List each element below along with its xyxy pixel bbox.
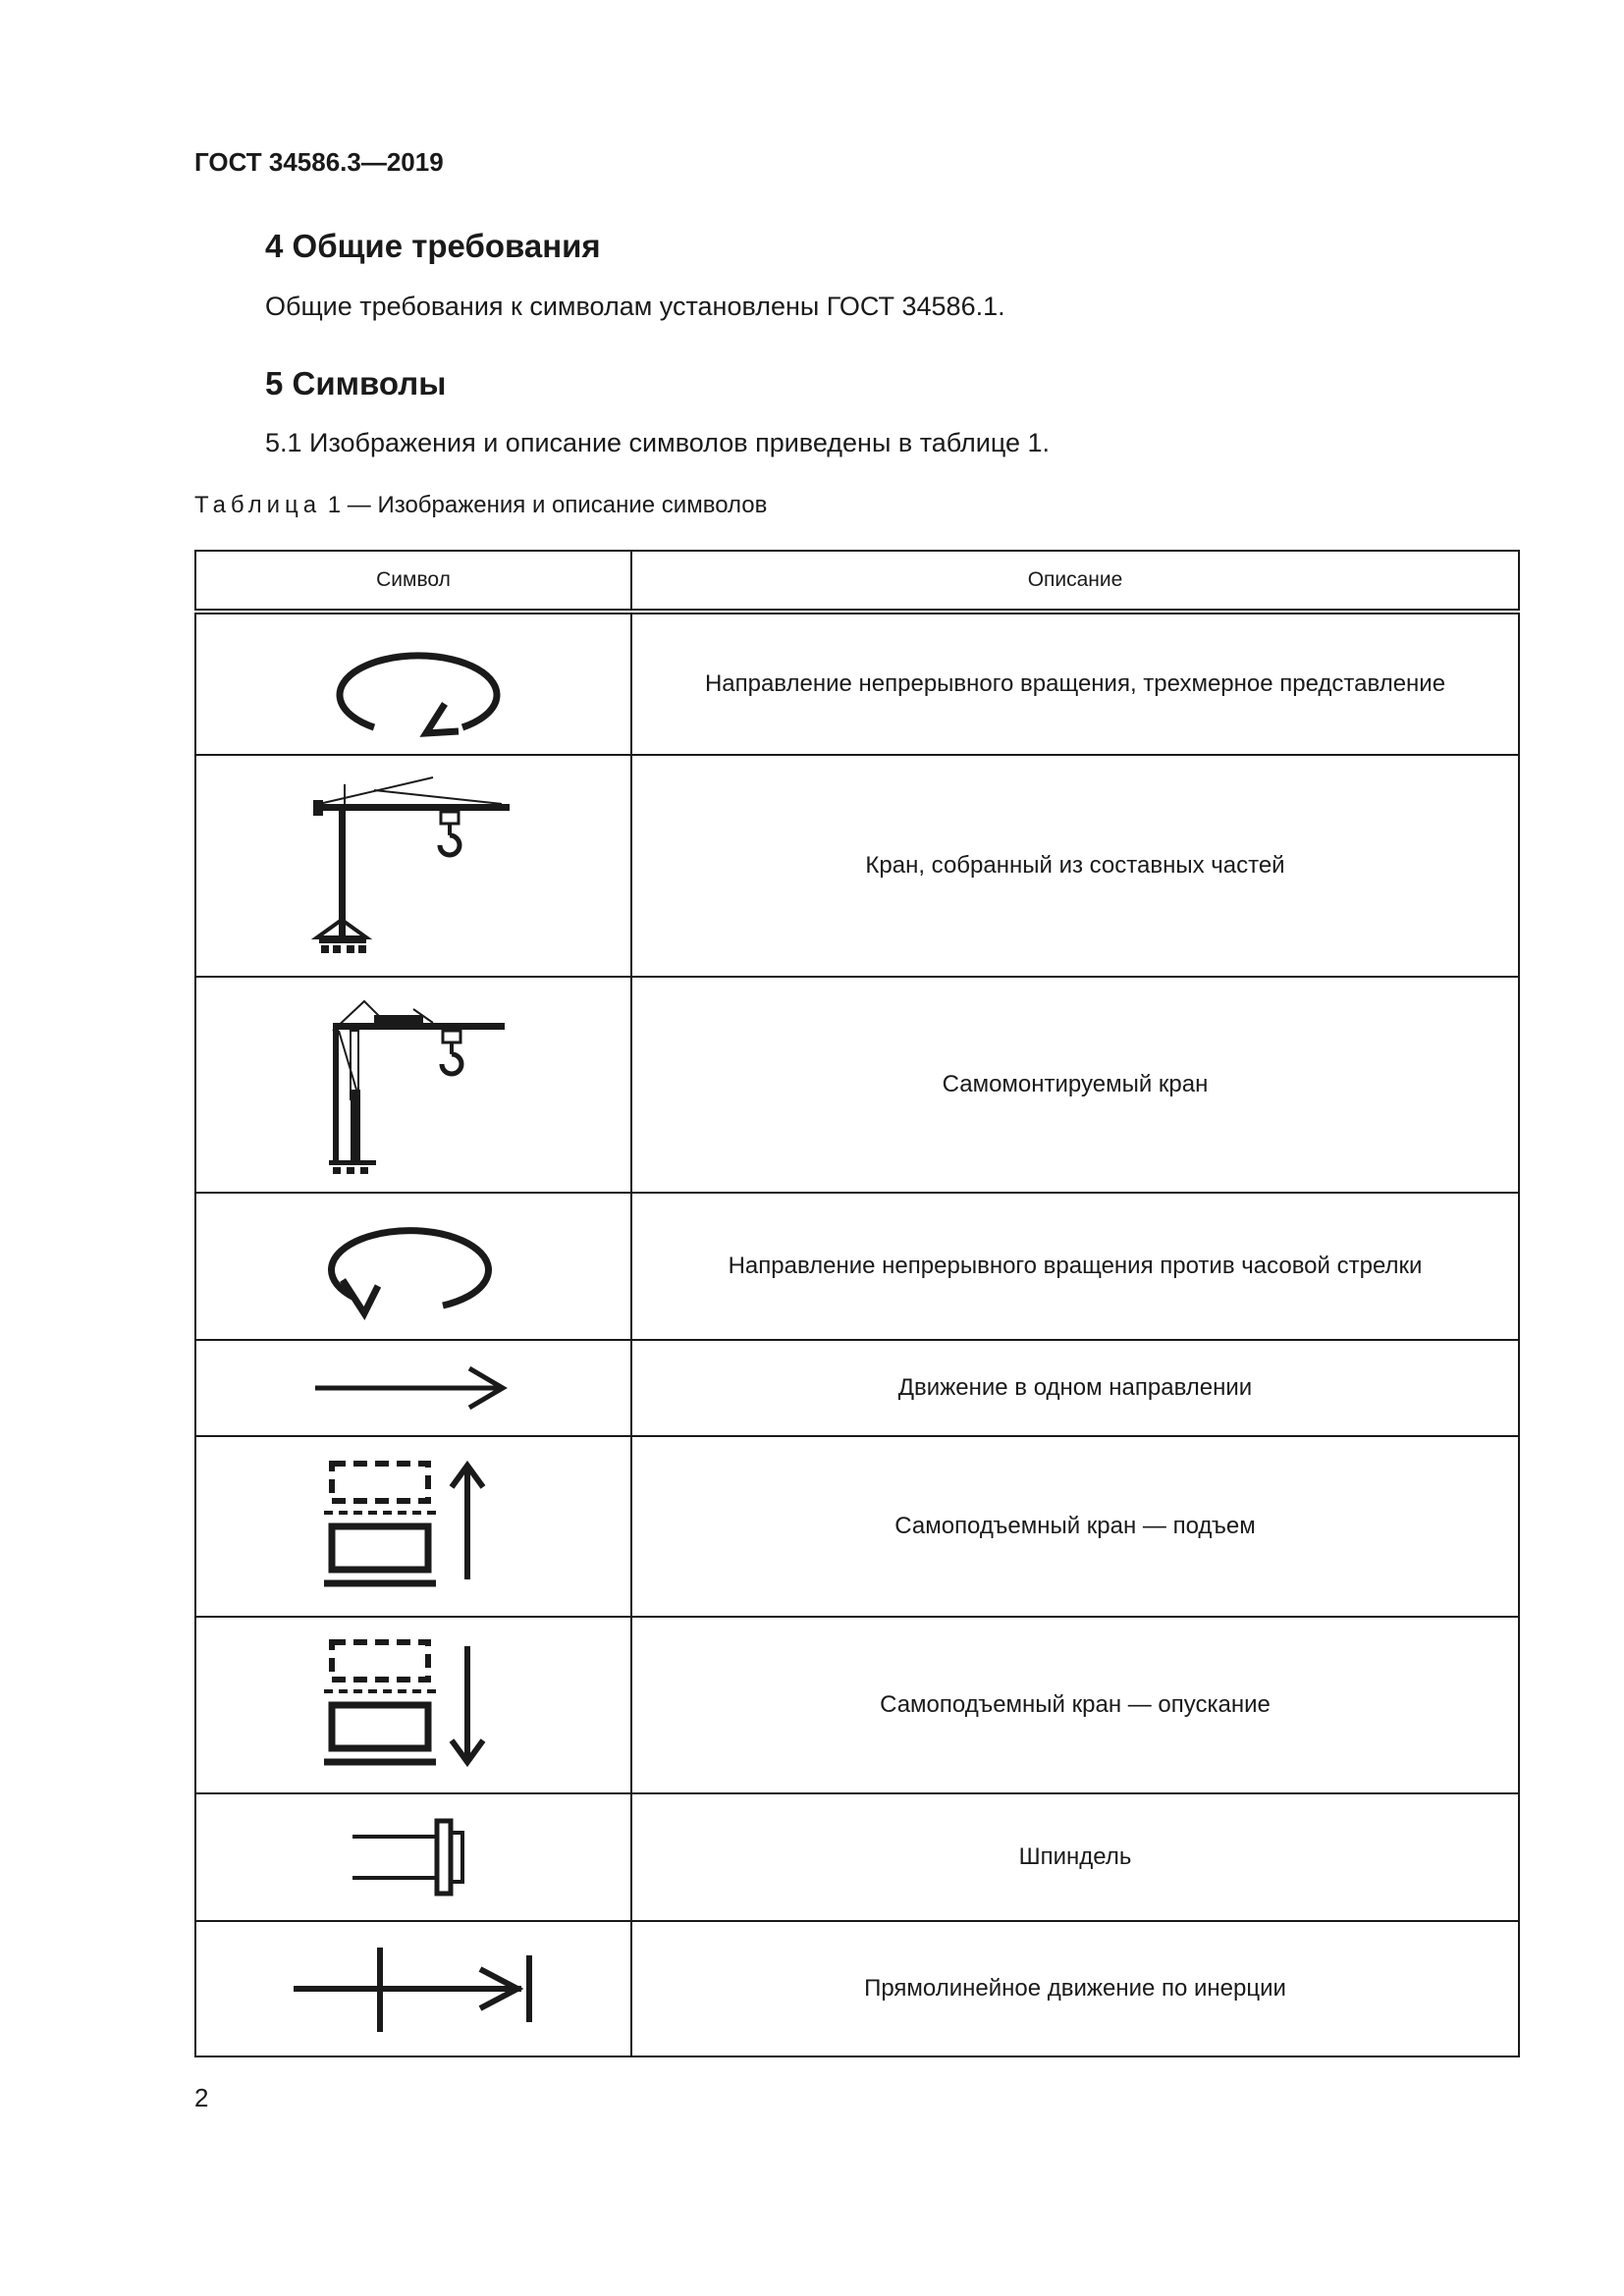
table-header-row (195, 551, 1519, 612)
description-cell: Движение в одном направлении (631, 1340, 1519, 1436)
section-4-text: Общие требования к символам установлены ГОСТ 34586.1. (265, 292, 1005, 321)
inertia-motion-icon (286, 1940, 541, 2038)
description-cell: Шпиндель (631, 1793, 1519, 1921)
symbol-cell (195, 1921, 631, 2056)
section-5-text: 5.1 Изображения и описание символов приведены в таблице 1. (265, 428, 1051, 457)
rotation-3d-icon (315, 625, 512, 743)
symbol-cell (195, 755, 631, 977)
description-cell: Направление непрерывного вращения против часовой стрелки (631, 1193, 1519, 1340)
table-row (195, 1436, 1519, 1617)
table-row (195, 977, 1519, 1193)
symbol-cell (195, 612, 631, 755)
counterclockwise-rotation-icon (315, 1207, 512, 1325)
document-code: ГОСТ 34586.3—2019 (194, 147, 444, 177)
description-cell: Кран, собранный из составных частей (631, 755, 1519, 977)
symbol-cell (195, 1340, 631, 1436)
symbol-cell (195, 1617, 631, 1793)
table-row (195, 612, 1519, 755)
table-row (195, 1921, 1519, 2056)
spindle-icon (345, 1813, 482, 1901)
header-description: Описание (631, 551, 1519, 612)
page-number: 2 (194, 2083, 209, 2112)
table-row (195, 1793, 1519, 1921)
table-row (195, 1193, 1519, 1340)
symbol-cell (195, 1193, 631, 1340)
table-row (195, 1617, 1519, 1793)
symbols-table (194, 550, 1520, 2057)
assembled-crane-icon (305, 773, 521, 959)
table-caption-label: Таблица (194, 492, 322, 518)
table-row (195, 1340, 1519, 1436)
self-erecting-crane-icon (315, 991, 512, 1178)
symbol-cell (195, 977, 631, 1193)
header-symbol: Символ (195, 551, 631, 612)
table-caption (194, 492, 767, 519)
self-lifting-crane-up-icon (320, 1458, 507, 1595)
table-row (195, 755, 1519, 977)
section-4-title: 4 Общие требования (265, 228, 601, 264)
description-cell: Самоподъемный кран — подъем (631, 1436, 1519, 1617)
self-lifting-crane-down-icon (320, 1636, 507, 1774)
table-caption-text: 1 — Изображения и описание символов (321, 492, 768, 518)
symbol-cell (195, 1793, 631, 1921)
description-cell: Самомонтируемый кран (631, 977, 1519, 1193)
description-cell: Самоподъемный кран — опускание (631, 1617, 1519, 1793)
description-cell: Прямолинейное движение по инерции (631, 1921, 1519, 2056)
symbol-cell (195, 1436, 631, 1617)
section-5-title: 5 Символы (265, 365, 447, 401)
arrow-right-icon (310, 1359, 516, 1417)
description-cell: Направление непрерывного вращения, трехмерное представление (631, 612, 1519, 755)
